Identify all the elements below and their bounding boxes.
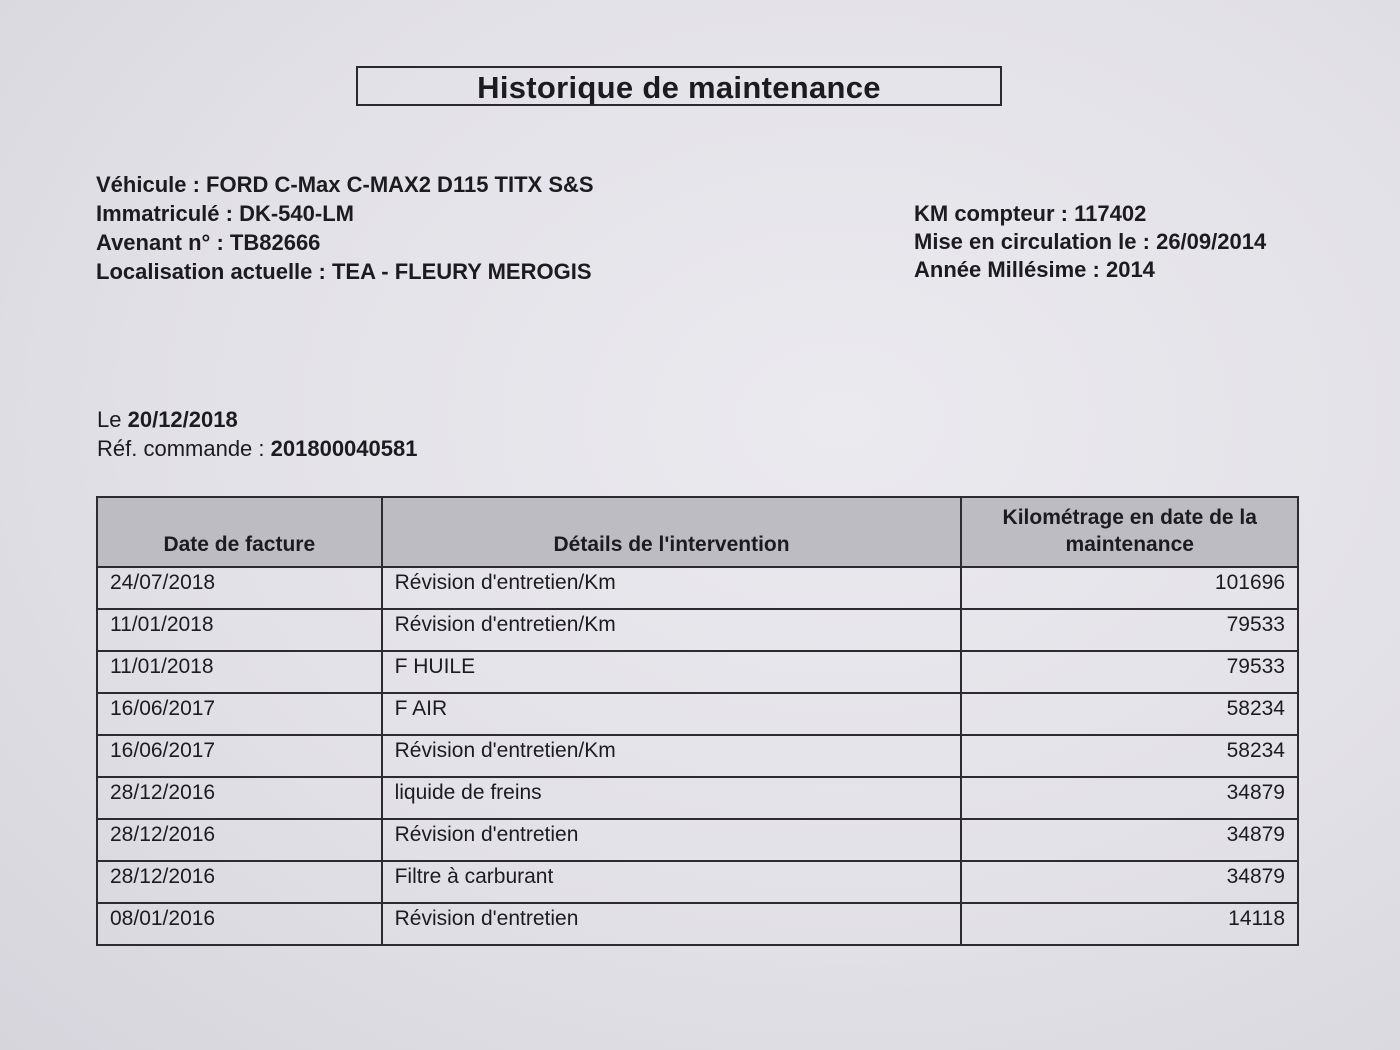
order-ref-value: 201800040581 (270, 436, 418, 461)
invoice-date-cell: 24/07/2018 (97, 567, 382, 609)
model-year-line (914, 256, 1266, 284)
odometer-line (914, 200, 1266, 228)
invoice-date-cell: 16/06/2017 (97, 735, 382, 777)
invoice-date-cell: 08/01/2016 (97, 903, 382, 945)
table-row (97, 651, 1298, 693)
plate-line (96, 199, 594, 228)
amendment-line (96, 228, 594, 257)
location-label: Localisation actuelle : (96, 259, 326, 284)
vehicle-info-right (914, 200, 1266, 284)
mileage-cell: 34879 (961, 819, 1298, 861)
document-title: Historique de maintenance (356, 66, 1002, 106)
table-row (97, 861, 1298, 903)
odometer-label: KM compteur : (914, 201, 1068, 226)
table-header (97, 497, 1298, 567)
intervention-cell: Révision d'entretien/Km (382, 735, 962, 777)
mileage-cell: 79533 (961, 651, 1298, 693)
invoice-date-cell: 16/06/2017 (97, 693, 382, 735)
mileage-cell: 14118 (961, 903, 1298, 945)
intervention-cell: Révision d'entretien (382, 903, 962, 945)
mileage-cell: 79533 (961, 609, 1298, 651)
amendment-label: Avenant n° : (96, 230, 224, 255)
registration-line (914, 228, 1266, 256)
mileage-cell: 58234 (961, 735, 1298, 777)
invoice-date-cell: 28/12/2016 (97, 819, 382, 861)
registration-label: Mise en circulation le : (914, 229, 1150, 254)
invoice-date-cell: 11/01/2018 (97, 651, 382, 693)
model-year-label: Année Millésime : (914, 257, 1100, 282)
plate-label: Immatriculé : (96, 201, 233, 226)
maintenance-table (96, 496, 1299, 946)
table-row (97, 819, 1298, 861)
invoice-date-cell: 28/12/2016 (97, 861, 382, 903)
order-info (97, 405, 417, 463)
odometer-value: 117402 (1074, 201, 1147, 226)
table-row (97, 693, 1298, 735)
intervention-cell: F AIR (382, 693, 962, 735)
location-value: TEA - FLEURY MEROGIS (331, 259, 592, 284)
mileage-cell: 34879 (961, 861, 1298, 903)
mileage-cell: 101696 (961, 567, 1298, 609)
table-row (97, 567, 1298, 609)
mileage-cell: 34879 (961, 777, 1298, 819)
intervention-cell: Révision d'entretien/Km (382, 609, 962, 651)
location-line (96, 257, 594, 286)
intervention-cell: F HUILE (382, 651, 962, 693)
model-year-value: 2014 (1105, 257, 1155, 282)
plate-value: DK-540-LM (239, 201, 354, 226)
table-row (97, 609, 1298, 651)
vehicle-value: FORD C-Max C-MAX2 D115 TITX S&S (206, 172, 594, 197)
order-date-value: 20/12/2018 (127, 407, 238, 432)
header-intervention-details: Détails de l'intervention (382, 497, 962, 567)
header-mileage: Kilométrage en date de la maintenance (961, 497, 1298, 567)
vehicle-label: Véhicule : (96, 172, 200, 197)
registration-value: 26/09/2014 (1156, 229, 1267, 254)
order-date-line (97, 405, 417, 434)
table-row (97, 735, 1298, 777)
order-ref-label: Réf. commande : (97, 436, 265, 461)
vehicle-line (96, 170, 594, 199)
invoice-date-cell: 11/01/2018 (97, 609, 382, 651)
intervention-cell: Révision d'entretien (382, 819, 962, 861)
table-row (97, 903, 1298, 945)
mileage-cell: 58234 (961, 693, 1298, 735)
table-row (97, 777, 1298, 819)
intervention-cell: liquide de freins (382, 777, 962, 819)
order-ref-line (97, 434, 417, 463)
amendment-value: TB82666 (229, 230, 321, 255)
table-body (97, 567, 1298, 945)
intervention-cell: Filtre à carburant (382, 861, 962, 903)
invoice-date-cell: 28/12/2016 (97, 777, 382, 819)
header-invoice-date: Date de facture (97, 497, 382, 567)
intervention-cell: Révision d'entretien/Km (382, 567, 962, 609)
header-row (97, 497, 1298, 567)
order-date-label: Le (97, 407, 122, 432)
vehicle-info-left (96, 170, 594, 286)
